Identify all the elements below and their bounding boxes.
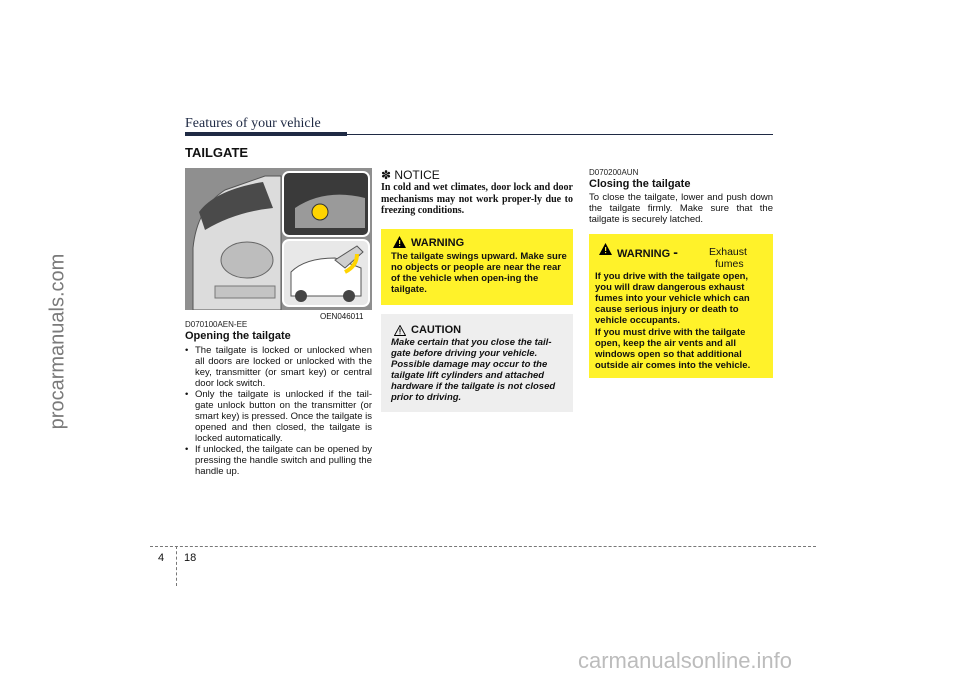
warning-text-1: If you drive with the tailgate open, you will draw dangerous exhaust fumes into your vehicle which can cause serious injury or death to vehicle occupants. xyxy=(595,271,750,326)
warning-subtitle-line2: fumes xyxy=(715,258,744,270)
header-rule-thin xyxy=(347,134,773,135)
tailgate-illustration-svg xyxy=(185,168,372,310)
chapter-header-title: Features of your vehicle xyxy=(185,116,321,131)
section-title: TAILGATE xyxy=(185,145,249,160)
caution-title: CAUTION xyxy=(411,324,462,336)
closing-text: To close the tailgate, lower and push down the tailgate firmly. Make sure that the tailgate is securely latched. xyxy=(589,192,773,225)
bottom-watermark: carmanualsonline.info xyxy=(578,648,793,673)
chapter-number: 4 xyxy=(158,552,165,564)
notice-heading xyxy=(381,168,440,182)
opening-bullet-list xyxy=(185,345,372,477)
warning-triangle-icon xyxy=(599,242,612,260)
notice-symbol-icon: ✽ xyxy=(381,168,392,182)
opening-section-code: D070100AEN-EE xyxy=(185,320,248,329)
opening-bullet-3: • If unlocked, the tailgate can be opened by pressing the handle switch and pulling the handle up. xyxy=(185,444,372,477)
caution-box xyxy=(381,314,573,412)
closing-heading: Closing the tailgate xyxy=(589,178,691,190)
notice-label: NOTICE xyxy=(394,168,440,182)
notice-text: In cold and wet climates, door lock and door mechanisms may not work proper-ly due to freezing conditions. xyxy=(381,182,573,216)
caution-text: Make certain that you close the tail-gate before driving your vehicle. Possible damage may occur to the tailgate lift cylinders and attached hardware if the tailgate is not closed prior to driving. xyxy=(391,337,556,403)
warning-box-tailgate-swing xyxy=(381,229,573,305)
warning-text: The tailgate swings upward. Make sure no objects or people are near the rear of the vehicle when open-ing the tailgate. xyxy=(391,251,567,295)
warning-title: WARNING - xyxy=(617,244,678,260)
footer-divider xyxy=(176,546,177,586)
opening-bullet-2: • Only the tailgate is unlocked if the tail-gate unlock button on the transmitter (or smart key) is pressed. Once the tailgate is opened and then closed, the tailgate is locked automatically. xyxy=(185,389,372,444)
footer-rule xyxy=(150,546,816,547)
page-number: 18 xyxy=(184,552,197,564)
header-rule-thick xyxy=(185,132,347,136)
side-watermark: procarmanuals.com xyxy=(46,253,69,430)
closing-section-code: D070200AUN xyxy=(589,168,639,177)
figure-code: OEN046011 xyxy=(320,312,364,321)
warning-box-exhaust-fumes xyxy=(589,234,773,378)
warning-text-2: If you must drive with the tailgate open, keep the air vents and all windows open so that additional outside air comes into the vehicle. xyxy=(595,327,751,371)
warning-subtitle-line1: Exhaust xyxy=(709,246,747,258)
opening-bullet-1: • The tailgate is locked or unlocked when all doors are locked or unlocked with the key, transmitter (or smart key) or central door lock switch. xyxy=(185,345,372,389)
opening-heading: Opening the tailgate xyxy=(185,330,291,342)
warning-title: WARNING xyxy=(411,237,465,249)
tailgate-illustration xyxy=(185,168,372,310)
